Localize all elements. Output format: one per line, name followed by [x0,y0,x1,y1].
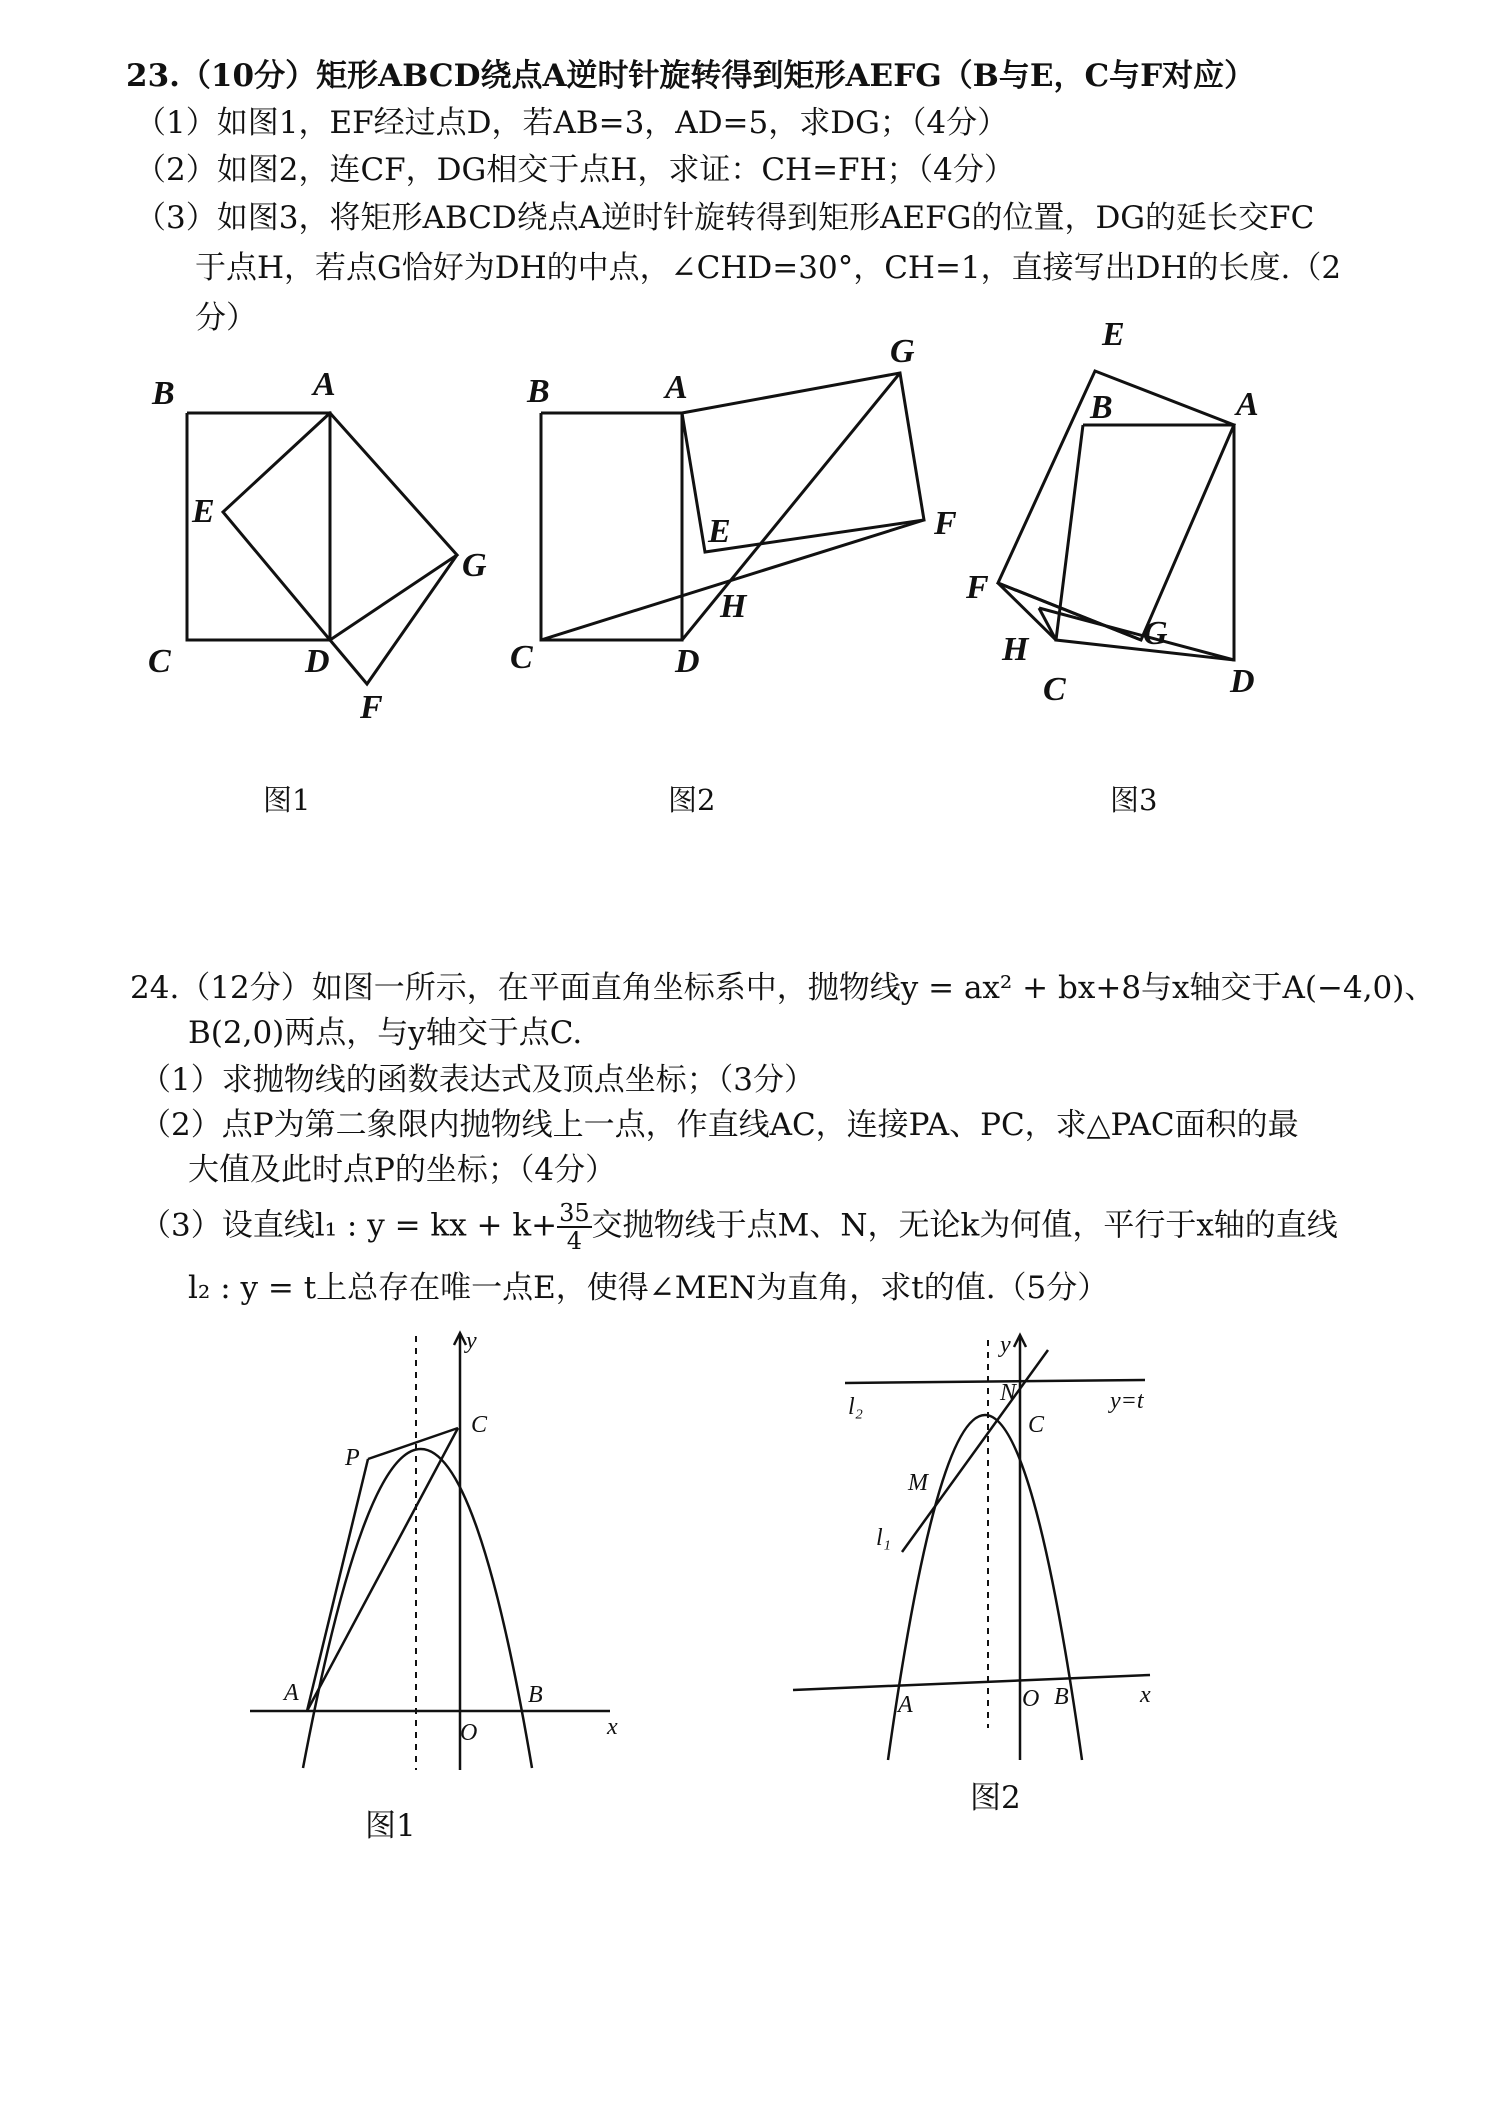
q24-part1: （1）求抛物线的函数表达式及顶点坐标；（3分） [140,1062,815,1098]
q23-caption-fig3: 图3 [1110,783,1158,817]
fig1-segment-pa [307,1459,368,1711]
fig3-label-b: B [1090,389,1113,426]
fig2-label-a: A [665,369,688,406]
fig1-label-c: C [471,1412,488,1438]
q24-part3-prefix: （3）设直线l₁ : y = kx + k+ [140,1207,558,1244]
fig2-parabola [888,1415,1082,1760]
q24-part2-line2: 大值及此时点P的坐标；（4分） [188,1152,617,1188]
fig3-label-g: G [1143,615,1168,652]
fig2-label-f: F [934,505,957,542]
fig2-line-l1 [902,1350,1048,1552]
q23-caption-fig2: 图2 [668,783,716,817]
q24-caption-fig1: 图1 [365,1808,416,1844]
q24-caption-fig2: 图2 [970,1780,1021,1816]
fig3-label-f: F [966,569,989,606]
q24-fig1-geometry [250,1333,610,1770]
q23-part3-line3: 分） [195,300,257,336]
fig1-label-b: B [528,1682,543,1708]
q23-part1: （1）如图1，EF经过点D，若AB=3，AD=5，求DG；（4分） [135,105,1009,141]
fig2-label-l2: l₂ [848,1394,864,1420]
q23-caption-fig1: 图1 [263,783,311,817]
fig2-line-l2 [845,1380,1145,1383]
q24-header: 24.（12分）如图一所示，在平面直角坐标系中，抛物线y = ax² + bx+8与x轴交于A(−4,0)、 [130,970,1436,1006]
fig1-label-y: y [466,1328,477,1354]
fig3-label-h: H [1002,631,1029,668]
fig1-parabola [303,1449,532,1768]
fraction-numerator: 35 [559,1199,590,1227]
fig1-line-ac [307,1428,458,1711]
fig3-label-d: D [1230,663,1255,700]
fig2-label-g: G [890,333,915,370]
q24-part3-suffix: 交抛物线于点M、N，无论k为何值，平行于x轴的直线 [591,1207,1338,1244]
fig1-label-c: C [148,643,171,680]
fig2-label-d: D [675,643,700,680]
fig1-label-p: P [345,1445,360,1471]
fig2-label-b: B [1054,1684,1069,1710]
q24-fig2-geometry [793,1335,1150,1760]
q24-part3-line2: l₂ : y = t上总存在唯一点E，使得∠MEN为直角，求t的值.（5分） [188,1270,1109,1306]
fig2-x-axis [793,1675,1150,1690]
fig3-label-e: E [1102,316,1125,353]
fig2-label-o: O [1022,1686,1040,1712]
fig2-label-yt: y=t [1110,1388,1144,1414]
fig3-label-a: A [1236,386,1259,423]
fig2-label-l1: l₁ [876,1525,892,1551]
q23-part3-line2: 于点H，若点G恰好为DH的中点，∠CHD=30°，CH=1，直接写出DH的长度.（2 [195,250,1342,286]
fig2-label-e: E [708,513,731,550]
fig2-label-c: C [510,639,533,676]
fig1-label-b: B [152,375,175,412]
fig1-label-d: D [305,643,330,680]
fig2-label-b: B [527,373,550,410]
fig1-label-o: O [460,1720,478,1746]
fig2-label-c: C [1028,1412,1045,1438]
fig1-label-a: A [284,1680,299,1706]
fig2-label-m: M [908,1470,928,1496]
q23-part2: （2）如图2，连CF，DG相交于点H，求证：CH=FH；（4分） [135,152,1015,188]
q24-part2-line1: （2）点P为第二象限内抛物线上一点，作直线AC，连接PA、PC，求△PAC面积的最 [140,1107,1299,1143]
fig3-label-c: C [1043,671,1066,708]
fig2-label-x: x [1140,1682,1151,1708]
fig1-label-f: F [360,689,383,726]
fig2-label-a: A [898,1692,913,1718]
fig2-label-h: H [720,588,747,625]
fig1-label-x: x [607,1714,618,1740]
q23-header: 23.（10分）矩形ABCD绕点A逆时针旋转得到矩形AEFG（B与E，C与F对应） [126,58,1256,94]
q23-part3-line1: （3）如图3，将矩形ABCD绕点A逆时针旋转得到矩形AEFG的位置，DG的延长交FC [135,200,1315,236]
fig2-label-n: N [1000,1380,1017,1406]
fig2-label-y: y [1000,1332,1011,1358]
fig1-label-g: G [462,547,487,584]
fig1-label-a: A [313,366,336,403]
fraction-denominator: 4 [566,1227,583,1255]
q24-header-line2: B(2,0)两点，与y轴交于点C. [188,1015,583,1051]
fig1-label-e: E [192,493,215,530]
